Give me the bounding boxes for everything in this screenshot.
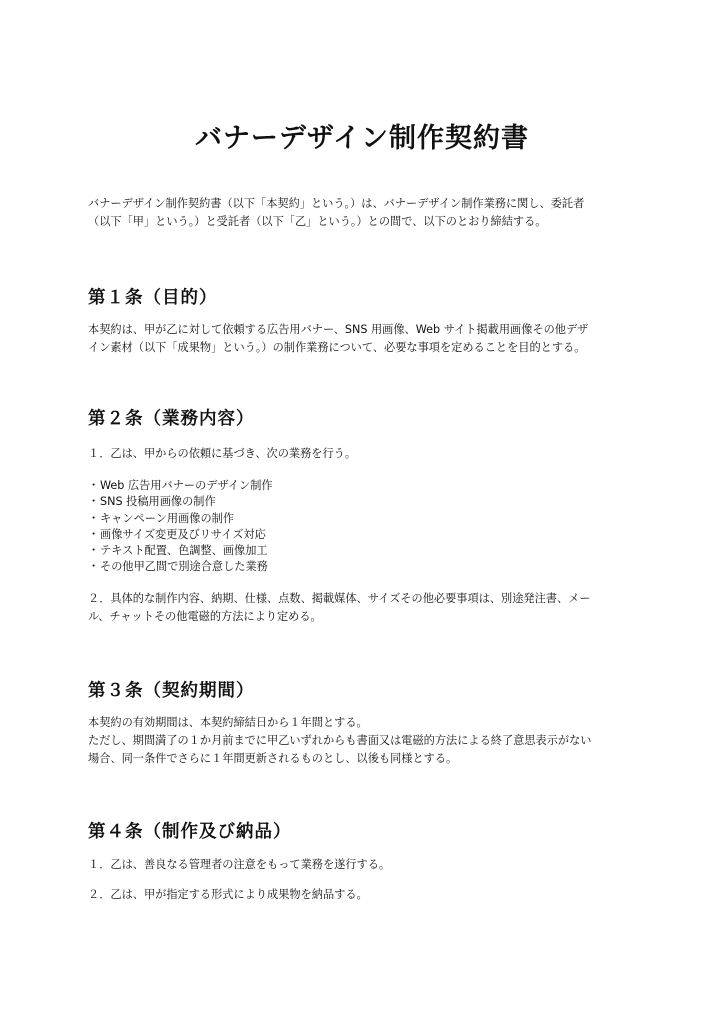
article-3-heading: 第３条（契約期間） — [88, 681, 255, 701]
list-item: ・画像サイズ変更及びリサイズ対応 — [88, 527, 266, 541]
preamble-line: （以下「甲」という。）と受託者（以下「乙」という。）との間で、以下のとおり締結する。 — [88, 215, 547, 228]
article-2-item-2-line: ル、チャットその他電磁的方法により定める。 — [88, 610, 322, 623]
article-1-heading: 第１条（目的） — [88, 288, 218, 308]
list-item: ・Web 広告用バナーのデザイン制作 — [88, 479, 273, 492]
article-3-line: 場合、同一条件でさらに１年間更新されるものとし、以後も同様とする。 — [88, 752, 458, 765]
article-4-heading: 第４条（制作及び納品） — [88, 822, 292, 842]
list-item: ・その他甲乙間で別途合意した業務 — [88, 560, 268, 574]
article-2-item-2 — [88, 590, 636, 626]
article-4-item-1: １．乙は、善良なる管理者の注意をもって業務を遂行する。 — [88, 858, 391, 871]
article-3-body — [88, 714, 636, 768]
list-item: ・テキスト配置、色調整、画像加工 — [88, 544, 268, 558]
article-2-item-2-line: ２．具体的な制作内容、納期、仕様、点数、掲載媒体、サイズその他必要事項は、別途発注書、メー — [88, 592, 591, 605]
list-item: ・SNS 投稿用画像の制作 — [88, 495, 216, 509]
article-1-body — [88, 321, 636, 357]
article-3-line: 本契約の有効期間は、本契約締結日から１年間とする。 — [88, 716, 368, 729]
article-2-heading: 第２条（業務内容） — [88, 409, 255, 429]
preamble-line: バナーデザイン制作契約書（以下「本契約」という。）は、バナーデザイン制作業務に関し、委託者 — [88, 197, 585, 210]
article-2-bullet-list — [88, 478, 273, 576]
preamble-paragraph — [88, 195, 636, 231]
article-1-line: イン素材（以下「成果物」という。）の制作業務について、必要な事項を定めることを目的とする。 — [88, 341, 586, 354]
article-4-item-2: ２．乙は、甲が指定する形式により成果物を納品する。 — [88, 888, 368, 901]
article-1-line: 本契約は、甲が乙に対して依頼する広告用バナー、SNS 用画像、Web サイト掲載用画像その他デザ — [88, 323, 589, 336]
article-2-item-1: １．乙は、甲からの依頼に基づき、次の業務を行う。 — [88, 447, 357, 460]
list-item: ・キャンペーン用画像の制作 — [88, 511, 235, 525]
article-3-line: ただし、期間満了の１か月前までに甲乙いずれからも書面又は電磁的方法による終了意思表示がない — [88, 734, 592, 747]
document-title: バナーデザイン制作契約書 — [194, 123, 530, 154]
